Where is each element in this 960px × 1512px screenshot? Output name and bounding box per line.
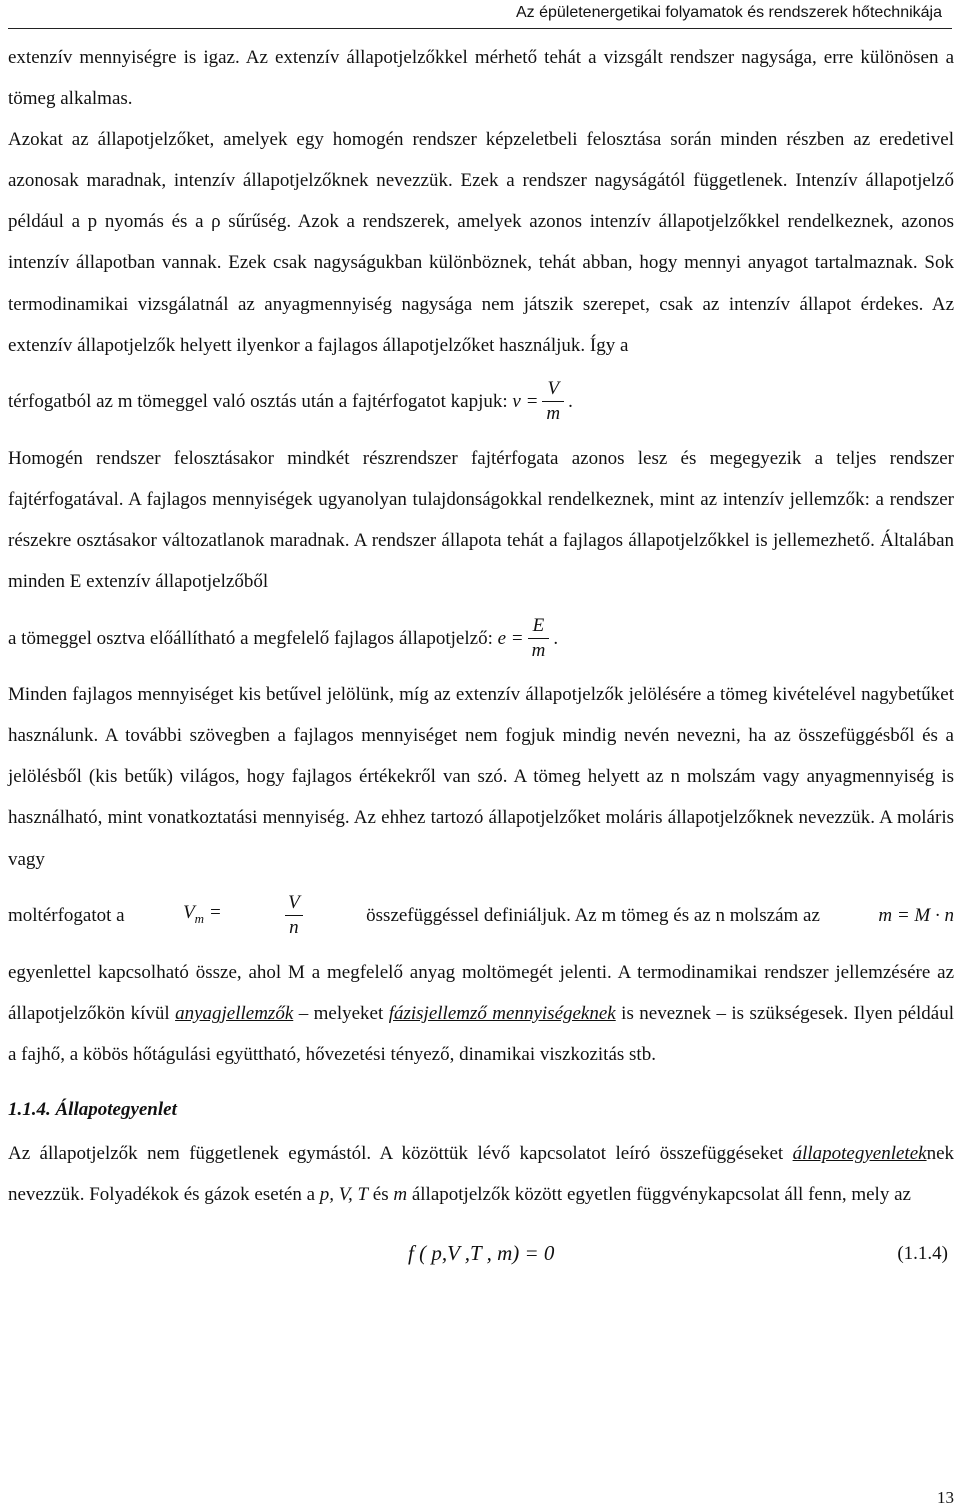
body-text — [8, 37, 954, 1281]
formula-e-fraction — [528, 614, 550, 663]
paragraph-5-b: – melyeket — [298, 1002, 384, 1024]
equation-block — [8, 1229, 954, 1281]
paragraph-5-a: egyenlettel kapcsolható össze, ahol M a megfelelő anyag moltömegét jelenti. A termodinamikai rendszer jellemzésére az állapotjelzőkön kívül — [8, 961, 954, 1024]
paragraph-4-line-b: összefüggéssel definiáljuk. Az m tömeg és az n molszám az — [366, 905, 820, 927]
formula-line-e — [8, 602, 954, 674]
page-header — [8, 0, 952, 29]
formula-v-fraction — [542, 377, 564, 426]
formula-vm-eqsign: = — [208, 902, 222, 924]
formula-vm-lhs — [183, 892, 222, 939]
paragraph-6-c: állapotjelzők között egyetlen függvénykapcsolat áll fenn, mely az — [411, 1183, 911, 1205]
equation-body: f ( p,V ,T , m) = 0 — [408, 1241, 555, 1266]
term-fazisjellemzo: fázisjellemző mennyiségeknek — [388, 1002, 616, 1024]
formula-e-lhs: e = — [497, 627, 524, 649]
paragraph-5 — [8, 952, 954, 1075]
formula-v-numerator: V — [547, 378, 560, 400]
paragraph-4-line-a: moltérfogatot a — [8, 905, 125, 927]
paragraph-5-c: is neveznek – is szükségesek. Ilyen például a fajhő, a köbös hőtágulási együttható, hővezetési tényező, dinamikai viszkozitás stb. — [8, 1002, 954, 1065]
paragraph-2-tail: térfogatból az m tömeggel való osztás után a fajtérfogatot kapjuk: — [8, 391, 508, 413]
page-number: 13 — [937, 1488, 954, 1507]
equation-number: (1.1.4) — [897, 1243, 948, 1265]
formula-vm-numerator: V — [288, 892, 300, 914]
formula-e-end: . — [553, 627, 559, 649]
paragraph-6-and: és — [372, 1183, 389, 1205]
formula-vm-subscript: m — [194, 910, 205, 926]
paragraph-2: Azokat az állapotjelzőket, amelyek egy homogén rendszer képzeletbeli felosztása során minden részben az eredetivel azonosak maradnak, intenzív állapotjelzőknek nevezzük. Ezek a rendszer nagyságától függetlenek. Intenzív állapotjelző például a p nyomás és a ρ sűrűség. Azok a rendszerek, amelyek azonos intenzív állapotjelzőkkel rendelkeznek, azonos intenzív állapotban vannak. Ezek csak nagyságukban különböznek, tehát abban, hogy mennyi anyagot tartalmaznak. Sok termodinamikai vizsgálatnál az anyagmennyiség nagysága nem játszik szerepet, csak az intenzív állapot érdekes. Az extenzív állapotjelzők helyett ilyenkor a fajlagos állapotjelzőket használjuk. Így a — [8, 129, 954, 356]
formula-line-v — [8, 366, 954, 438]
paragraph-6-a: Az állapotjelzők nem függetlenek egymástól. A közöttük lévő kapcsolatot leíró összefüggéseket — [8, 1142, 784, 1164]
paragraph-3: Homogén rendszer felosztásakor mindkét részrendszer fajtérfogata azonos lesz és megegyezik a teljes rendszer fajtérfogatával. A fajlagos mennyiségek ugyanolyan tulajdonságokkal rendelkeznek, mint az intenzív jellemzők: a rendszer részekre osztásakor változatlanok maradnak. A rendszer állapota tehát a fajlagos állapotjelzőkkel is jellemezhető. Általában minden E extenzív állapotjelzőből — [8, 447, 954, 593]
paragraph-3-tail: a tömeggel osztva előállítható a megfelelő fajlagos állapotjelző: — [8, 627, 493, 649]
paragraph-1: extenzív mennyiségre is igaz. Az extenzív állapotjelzőkkel mérhető tehát a vizsgált rendszer nagysága, erre különösen a tömeg alkalmas. — [8, 47, 954, 110]
formula-v-end: . — [568, 391, 573, 413]
section-heading: 1.1.4. Állapotegyenlet — [8, 1098, 177, 1120]
formula-e-numerator: E — [532, 614, 545, 636]
formula-e-denominator: m — [528, 638, 550, 663]
formula-v-denominator: m — [542, 401, 564, 426]
paragraph-6-b: nek nevezzük. Folyadékok és gázok esetén a — [8, 1142, 955, 1205]
header-title: Az épületenergetikai folyamatok és rendszerek hőtechnikája — [515, 4, 942, 21]
formula-vm-denominator: n — [285, 915, 303, 940]
formula-v-lhs: v = — [512, 391, 539, 413]
term-anyagjellemzok: anyagjellemzők — [175, 1002, 294, 1024]
formula-line-vm — [8, 880, 954, 952]
formula-vm-symbol: V — [183, 902, 195, 924]
term-allapotegyenlet: állapotegyenletek — [792, 1142, 927, 1164]
formula-vm-fraction — [284, 891, 304, 940]
vars-pvt: p, V, T — [319, 1183, 369, 1205]
var-m: m — [393, 1183, 408, 1205]
formula-m-relation: m = M · n — [878, 905, 954, 927]
paragraph-6 — [8, 1133, 954, 1215]
paragraph-4: Minden fajlagos mennyiséget kis betűvel jelölünk, míg az extenzív állapotjelzők jelölésére a tömeg kivételével nagybetűket használunk. A további szövegben a fajlagos mennyiséget nem fogjuk mindig nevén nevezni, ha az összefüggésből és a jelölésből (kis betűk) világos, hogy fajlagos értékekről van szó. A tömeg helyett az n molszám vagy anyagmennyiség is használható, mint vonatkoztatási mennyiség. Az ehhez tartozó állapotjelzőket moláris állapotjelzőknek nevezzük. A moláris vagy — [8, 684, 954, 870]
